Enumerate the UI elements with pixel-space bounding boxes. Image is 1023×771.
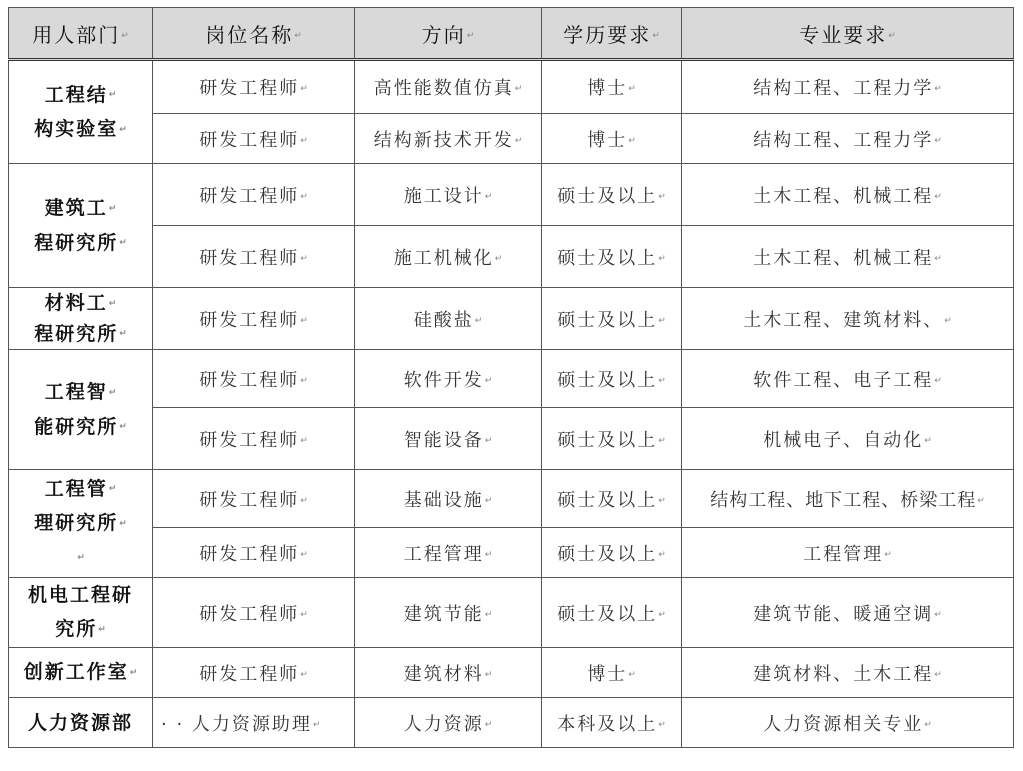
job-cell: 研发工程师↵	[153, 350, 355, 408]
dept-cell: 建筑工↵ 程研究所↵	[9, 164, 153, 288]
education-cell: 本科及以上↵	[542, 698, 682, 748]
table-row	[9, 226, 1014, 288]
header-direction: 方向↵	[355, 8, 542, 60]
job-cell: 研发工程师↵	[153, 648, 355, 698]
job-cell: 研发工程师↵	[153, 114, 355, 164]
dept-cell: 机电工程研 究所↵	[9, 578, 153, 648]
dept-cell: 材料工↵ 程研究所↵	[9, 288, 153, 350]
header-dept: 用人部门↵	[9, 8, 153, 60]
dept-cell: 工程智↵ 能研究所↵	[9, 350, 153, 470]
education-cell: 博士↵	[542, 114, 682, 164]
major-cell: 机械电子、自动化↵	[682, 408, 1014, 470]
table-row	[9, 528, 1014, 578]
major-cell: 建筑节能、暖通空调↵	[682, 578, 1014, 648]
table-row	[9, 578, 1014, 648]
education-cell: 硕士及以上↵	[542, 578, 682, 648]
major-cell: 工程管理↵	[682, 528, 1014, 578]
table-row	[9, 648, 1014, 698]
header-major: 专业要求↵	[682, 8, 1014, 60]
table-row	[9, 288, 1014, 350]
table-row	[9, 408, 1014, 470]
direction-cell: 人力资源↵	[355, 698, 542, 748]
direction-cell: 硅酸盐↵	[355, 288, 542, 350]
dept-cell: 人力资源部	[9, 698, 153, 748]
table-row	[9, 114, 1014, 164]
education-cell: 硕士及以上↵	[542, 226, 682, 288]
job-cell: 研发工程师↵	[153, 288, 355, 350]
major-cell: 软件工程、电子工程↵	[682, 350, 1014, 408]
table-header-row	[9, 8, 1014, 60]
direction-cell: 施工机械化↵	[355, 226, 542, 288]
direction-cell: 建筑材料↵	[355, 648, 542, 698]
table-row	[9, 60, 1014, 114]
education-cell: 博士↵	[542, 60, 682, 114]
education-cell: 硕士及以上↵	[542, 288, 682, 350]
major-cell: 结构工程、地下工程、桥梁工程↵	[682, 470, 1014, 528]
job-cell: 研发工程师↵	[153, 408, 355, 470]
major-cell: 土木工程、建筑材料、↵	[682, 288, 1014, 350]
header-education: 学历要求↵	[542, 8, 682, 60]
dept-cell: 工程结↵ 构实验室↵	[9, 60, 153, 164]
header-job: 岗位名称↵	[153, 8, 355, 60]
job-cell: 研发工程师↵	[153, 470, 355, 528]
table-row	[9, 698, 1014, 748]
direction-cell: 基础设施↵	[355, 470, 542, 528]
recruitment-table-wrapper	[8, 7, 1013, 748]
recruitment-table	[8, 7, 1014, 748]
direction-cell: 结构新技术开发↵	[355, 114, 542, 164]
major-cell: 土木工程、机械工程↵	[682, 226, 1014, 288]
major-cell: 人力资源相关专业↵	[682, 698, 1014, 748]
education-cell: 硕士及以上↵	[542, 164, 682, 226]
job-cell: 研发工程师↵	[153, 60, 355, 114]
major-cell: 建筑材料、土木工程↵	[682, 648, 1014, 698]
education-cell: 硕士及以上↵	[542, 350, 682, 408]
table-row	[9, 164, 1014, 226]
table-row	[9, 350, 1014, 408]
education-cell: 硕士及以上↵	[542, 470, 682, 528]
table-row	[9, 470, 1014, 528]
direction-cell: 软件开发↵	[355, 350, 542, 408]
education-cell: 硕士及以上↵	[542, 528, 682, 578]
job-cell: 研发工程师↵	[153, 226, 355, 288]
dept-cell: 工程管↵ 理研究所↵ ↵	[9, 470, 153, 578]
job-cell: 研发工程师↵	[153, 578, 355, 648]
job-cell: 研发工程师↵	[153, 528, 355, 578]
direction-cell: 工程管理↵	[355, 528, 542, 578]
major-cell: 土木工程、机械工程↵	[682, 164, 1014, 226]
major-cell: 结构工程、工程力学↵	[682, 114, 1014, 164]
education-cell: 博士↵	[542, 648, 682, 698]
direction-cell: 施工设计↵	[355, 164, 542, 226]
direction-cell: 高性能数值仿真↵	[355, 60, 542, 114]
dept-cell: 创新工作室↵	[9, 648, 153, 698]
major-cell: 结构工程、工程力学↵	[682, 60, 1014, 114]
direction-cell: 建筑节能↵	[355, 578, 542, 648]
direction-cell: 智能设备↵	[355, 408, 542, 470]
education-cell: 硕士及以上↵	[542, 408, 682, 470]
job-cell: · · 人力资源助理↵	[153, 698, 355, 748]
job-cell: 研发工程师↵	[153, 164, 355, 226]
